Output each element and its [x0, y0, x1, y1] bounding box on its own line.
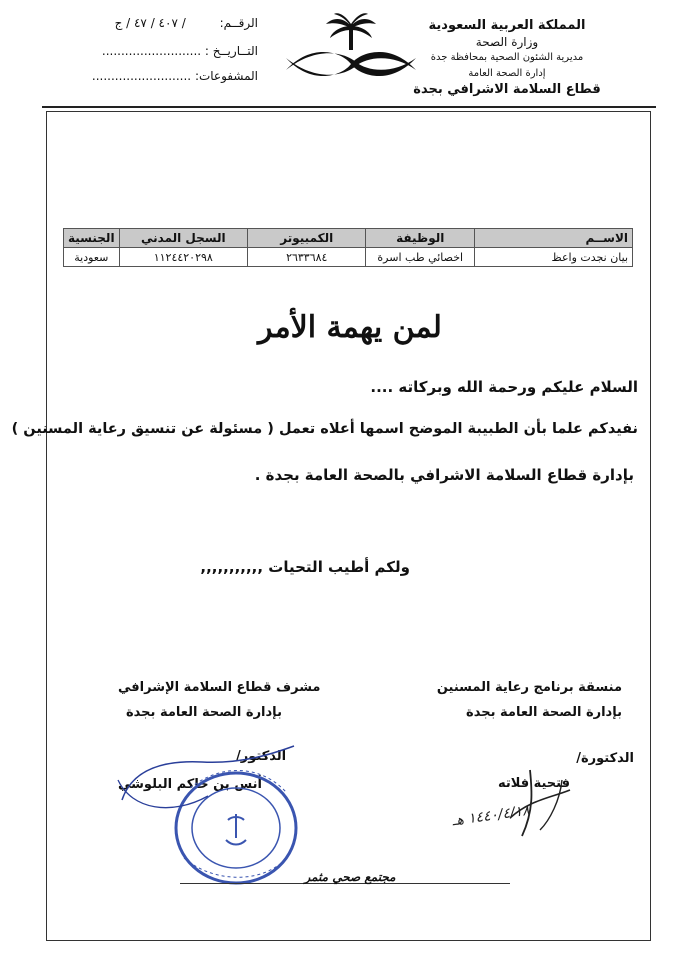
letter-closing: ولكم أطيب التحيات ,,,,,,,,,,,: [200, 558, 410, 576]
letter-title: لمن يهمة الأمر: [258, 310, 442, 345]
cell-name: بيان نجدت واعظ: [475, 248, 633, 267]
header-name: الاســم: [475, 229, 633, 248]
right-handwritten-date: ١٤٤٠/٤/١٨ هـ: [451, 802, 531, 830]
cell-civil-id: ١١٢٤٤٢٠٢٩٨: [119, 248, 247, 267]
date-row: [58, 44, 258, 58]
right-signer-title: الدكتورة/: [576, 751, 634, 766]
right-signer-dept: بإدارة الصحة العامة بجدة: [466, 705, 622, 720]
footer-slogan: مجتمع صحي مثمر: [304, 870, 396, 884]
cell-computer: ٢٦٣٣٦٨٤: [248, 248, 366, 267]
right-signer-name: فتحية فلاته: [497, 776, 570, 791]
letter-line-2: بإدارة قطاع السلامة الاشرافي بالصحة العامة بجدة .: [254, 466, 634, 484]
header-line-sector: قطاع السلامة الاشرافي بجدة: [413, 82, 601, 97]
attachments-label: المشفوعات:: [194, 69, 258, 83]
left-handwritten-signature: [112, 740, 302, 820]
employee-info-table: [63, 228, 633, 267]
left-signer-role: مشرف قطاع السلامة الإشرافي: [118, 680, 321, 695]
table-header-row: [64, 229, 633, 248]
attachments-row: [58, 69, 258, 83]
letter-line-1: نفيدكم علما بأن الطبيبة الموضح اسمها أعلاه تعمل ( مسئولة عن تنسيق رعاية المسنين ): [11, 421, 638, 437]
header-line-department: إدارة الصحة العامة: [468, 68, 546, 79]
right-signer-role: منسقة برنامج رعاية المسنين: [436, 680, 622, 695]
cell-nationality: سعودية: [64, 248, 120, 267]
left-signer-name: أنس بن حاكم البلوشي: [118, 777, 262, 792]
letter-greeting: السلام عليكم ورحمة الله وبركاته ....: [370, 378, 638, 396]
attachments-value: ..........................: [91, 69, 192, 83]
right-handwritten-signature: [497, 760, 580, 840]
ministry-logo: [282, 12, 420, 90]
date-value: ..........................: [101, 44, 202, 58]
header-ministry-block: [402, 18, 612, 98]
ref-value: / ٤٠٧ / ٤٧ / ج: [114, 16, 186, 30]
header-computer: الكمبيوتر: [248, 229, 366, 248]
date-label: التــاريــخ :: [204, 44, 258, 58]
left-signer-title: الدكتور/: [236, 749, 287, 764]
header-line-directorate: مديرية الشئون الصحية بمحافظة جدة: [430, 52, 584, 63]
header-job: الوظيفة: [366, 229, 475, 248]
header-divider: [42, 106, 656, 108]
ref-label: الرقــم:: [219, 16, 258, 30]
ref-number-row: [58, 16, 258, 30]
table-row: [64, 248, 633, 267]
cell-job: اخصائي طب اسرة: [366, 248, 475, 267]
header-line-country: المملكة العربية السعودية: [428, 18, 586, 33]
header-line-ministry: وزارة الصحة: [475, 35, 539, 49]
header-nationality: الجنسية: [64, 229, 120, 248]
header-civil-id: السجل المدني: [119, 229, 247, 248]
left-signer-dept: بإدارة الصحة العامة بجدة: [126, 705, 282, 720]
